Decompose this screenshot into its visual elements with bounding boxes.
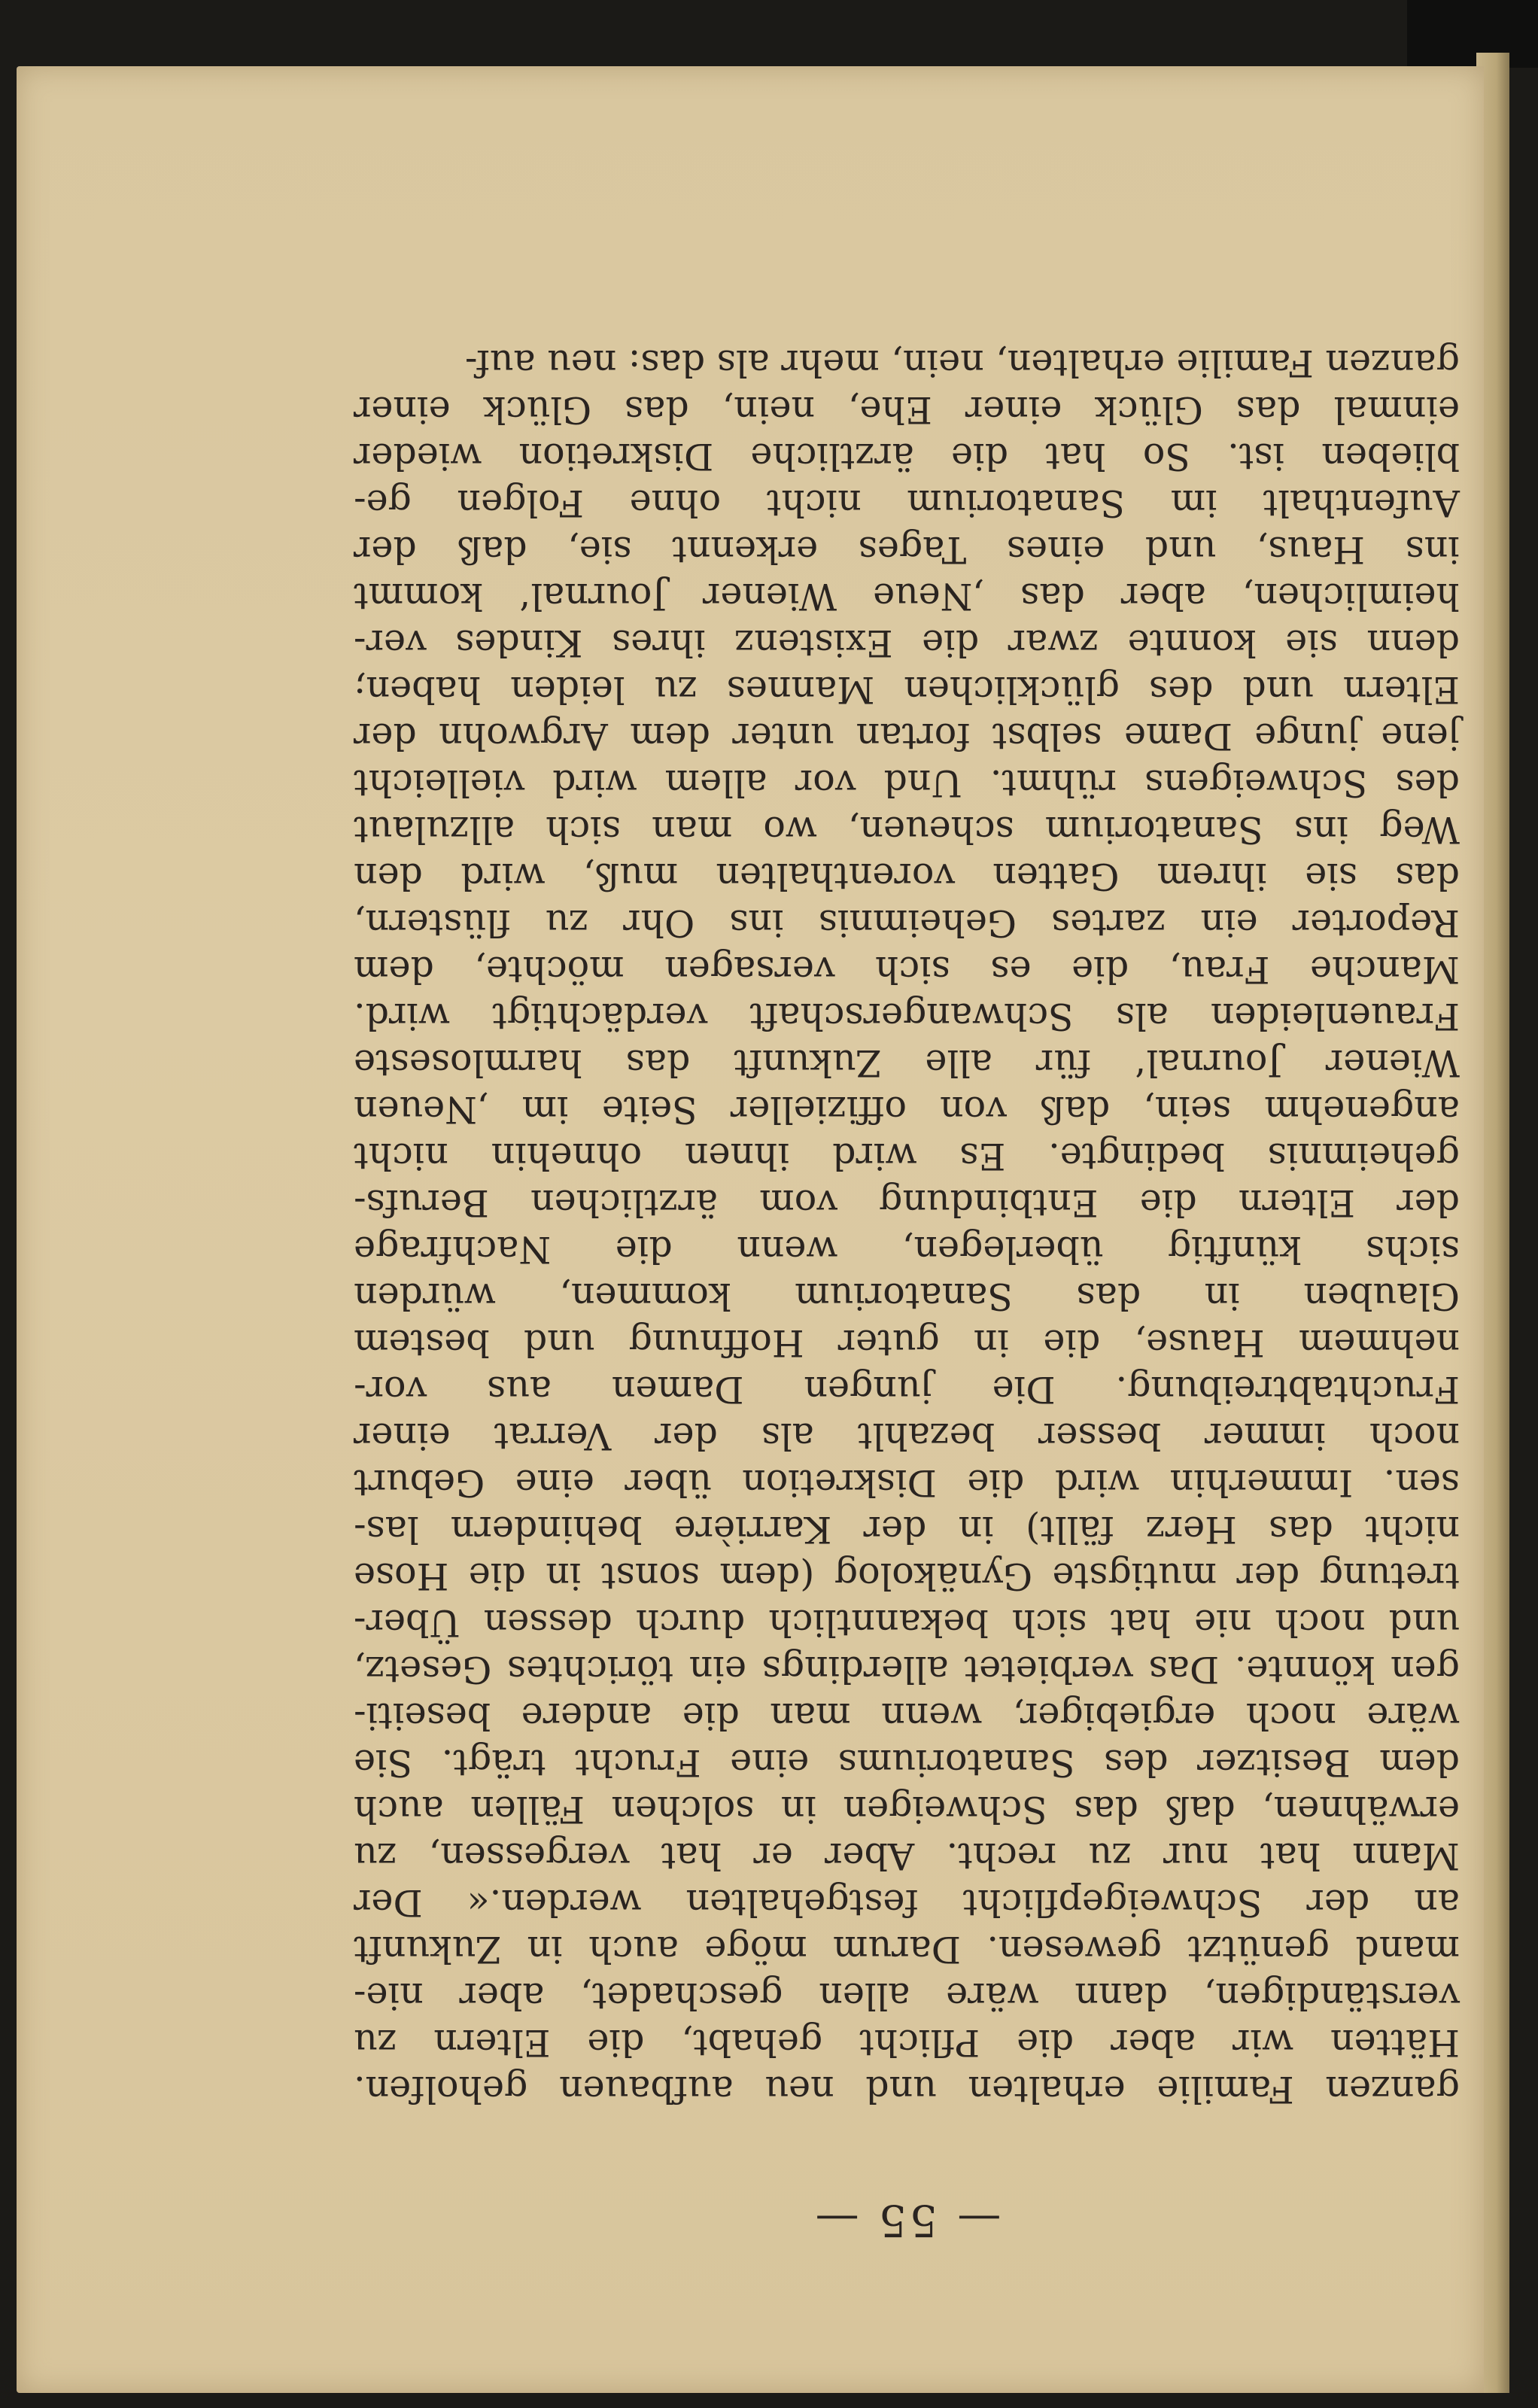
text-line: jene junge Dame selbst fortan unter dem Argwohn der: [354, 715, 1460, 758]
text-line: wäre noch ergiebiger, wenn man die andere beseiti-: [354, 1695, 1460, 1738]
text-line: des Schweigens rühmt. Und vor allem wird vielleicht: [354, 762, 1460, 804]
text-line: Hätten wir aber die Pflicht gehabt, die Eltern zu: [354, 2021, 1460, 2064]
rotated-page-content: [354, 290, 1460, 2246]
text-line: gen könnte. Das verbietet allerdings ein törichtes Gesetz,: [354, 1648, 1460, 1691]
text-line: an der Schweigepflicht festgehalten werden.« Der: [354, 1881, 1460, 1924]
text-line: geheimnis bedingte. Es wird ihnen ohnehin nicht: [354, 1135, 1460, 1178]
text-line: sen. Immerhin wird die Diskretion über eine Geburt: [354, 1461, 1460, 1504]
text-line: Weg ins Sanatorium scheuen, wo man sich allzulaut: [354, 808, 1460, 851]
text-line: verständigen, dann wäre allen geschadet, aber nie-: [354, 1975, 1460, 2017]
text-line: nehmem Hause, die in guter Hoffnung und bestem: [354, 1321, 1460, 1364]
book-binding: [1407, 0, 1538, 68]
text-line: mand genützt gewesen. Darum möge auch in Zukunft: [354, 1928, 1460, 1971]
text-line: Glauben in das Sanatorium kommen, würden: [354, 1275, 1460, 1318]
text-line: ins Haus, und eines Tages erkennt sie, daß der: [354, 528, 1460, 571]
text-line: noch immer besser bezahlt als der Verrat einer: [354, 1415, 1460, 1458]
text-line: nicht das Herz fällt) in der Karrière behindern las-: [354, 1508, 1460, 1551]
text-line: Frauenleiden als Schwangerschaft verdächtigt wird.: [354, 995, 1460, 1038]
text-line: Fruchtabtreibung. Die jungen Damen aus vor-: [354, 1368, 1460, 1411]
text-line: tretung der mutigste Gynäkolog (dem sonst in die Hose: [354, 1555, 1460, 1598]
text-line: denn sie konnte zwar die Existenz ihres Kindes ver-: [354, 622, 1460, 664]
text-line: und noch nie hat sich bekanntlich durch dessen Über-: [354, 1601, 1460, 1644]
text-line: Reporter ein zartes Geheimnis ins Ohr zu flüstern,: [354, 901, 1460, 944]
text-line: sichs künftig überlegen, wenn die Nachfrage: [354, 1228, 1460, 1271]
text-line: Aufenthalt im Sanatorium nicht ohne Folgen ge-: [354, 482, 1460, 524]
text-line: erwähnen, daß das Schweigen in solchen Fällen auch: [354, 1788, 1460, 1831]
text-line: dem Besitzer des Sanatoriums eine Frucht trägt. Sie: [354, 1741, 1460, 1784]
text-line: angenehm sein, daß von offizieller Seite im ‚Neuen: [354, 1088, 1460, 1131]
text-line: ganzen Familie erhalten und neu aufbauen geholfen.: [354, 2068, 1460, 2111]
text-line: ganzen Familie erhalten, nein, mehr als das: neu auf-: [464, 342, 1460, 385]
text-line: einmal das Glück einer Ehe, nein, das Glück einer: [354, 388, 1460, 431]
text-line: Mann hat nur zu recht. Aber er hat vergessen, zu: [354, 1835, 1460, 1877]
text-line: Eltern und des glücklichen Mannes zu leiden haben;: [354, 668, 1460, 711]
text-line: blieben ist. So hat die ärztliche Diskretion wieder: [354, 435, 1460, 478]
text-line: heimlichen, aber das ‚Neue Wiener Journal‘ kommt: [354, 575, 1460, 618]
text-line: das sie ihrem Gatten vorenthalten muß, wird den: [354, 855, 1460, 898]
text-line: Wiener Journal‘ für alle Zukunft das harmloseste: [354, 1041, 1460, 1084]
text-line: der Eltern die Entbindung vom ärztlichen Berufs-: [354, 1181, 1460, 1224]
body-text: [354, 339, 1460, 2112]
page-number: — 55 —: [812, 2195, 1002, 2246]
text-line: Manche Frau, die es sich versagen möchte, dem: [354, 948, 1460, 991]
